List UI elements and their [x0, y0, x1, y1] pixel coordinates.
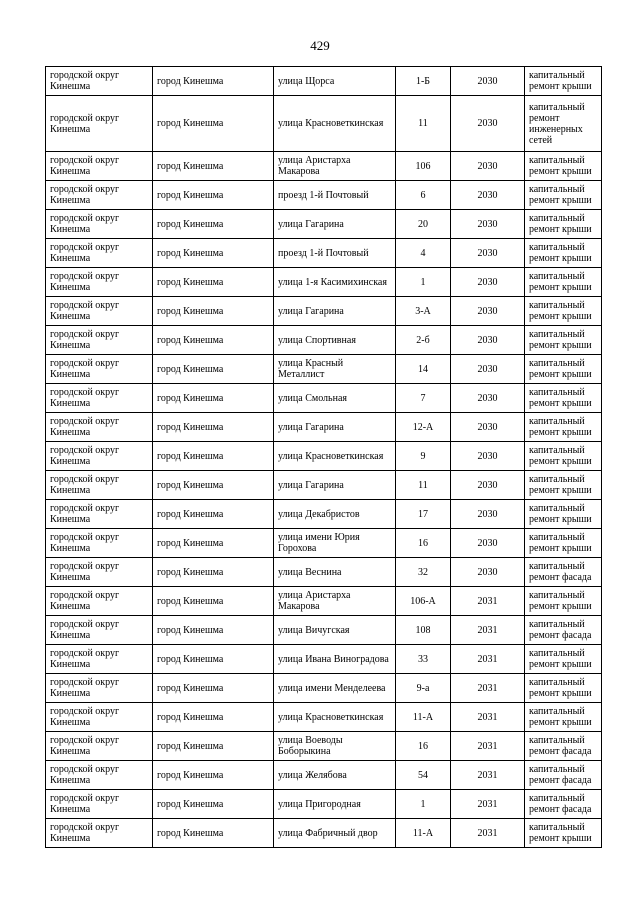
city-cell: город Кинешма [153, 67, 274, 96]
table-row [46, 297, 602, 326]
city-cell: город Кинешма [153, 761, 274, 790]
house-number-cell: 11 [396, 96, 451, 152]
table-row [46, 819, 602, 848]
year-cell: 2030 [451, 500, 525, 529]
street-cell: улица Желябова [274, 761, 396, 790]
city-cell: город Кинешма [153, 645, 274, 674]
city-cell: город Кинешма [153, 587, 274, 616]
house-number-cell: 108 [396, 616, 451, 645]
year-cell: 2030 [451, 181, 525, 210]
district-cell: городской округ Кинешма [46, 152, 153, 181]
house-number-cell: 20 [396, 210, 451, 239]
house-number-cell: 11-А [396, 819, 451, 848]
work-type-cell: капитальный ремонт крыши [525, 355, 602, 384]
work-type-cell: капитальный ремонт крыши [525, 819, 602, 848]
work-type-cell: капитальный ремонт инженерных сетей [525, 96, 602, 152]
table-row [46, 239, 602, 268]
city-cell: город Кинешма [153, 268, 274, 297]
table-row [46, 761, 602, 790]
table-row [46, 674, 602, 703]
work-type-cell: капитальный ремонт крыши [525, 703, 602, 732]
year-cell: 2030 [451, 529, 525, 558]
work-type-cell: капитальный ремонт фасада [525, 732, 602, 761]
year-cell: 2030 [451, 355, 525, 384]
street-cell: улица Аристарха Макарова [274, 587, 396, 616]
table-row [46, 500, 602, 529]
street-cell: улица Ивана Виноградова [274, 645, 396, 674]
street-cell: улица Веснина [274, 558, 396, 587]
street-cell: улица имени Менделеева [274, 674, 396, 703]
table-body [46, 67, 602, 848]
city-cell: город Кинешма [153, 674, 274, 703]
work-type-cell: капитальный ремонт крыши [525, 326, 602, 355]
street-cell: улица Спортивная [274, 326, 396, 355]
house-number-cell: 16 [396, 529, 451, 558]
street-cell: улица Воеводы Боборыкина [274, 732, 396, 761]
district-cell: городской округ Кинешма [46, 239, 153, 268]
table-row [46, 210, 602, 239]
district-cell: городской округ Кинешма [46, 732, 153, 761]
street-cell: улица Декабристов [274, 500, 396, 529]
year-cell: 2030 [451, 96, 525, 152]
city-cell: город Кинешма [153, 616, 274, 645]
city-cell: город Кинешма [153, 384, 274, 413]
house-number-cell: 1 [396, 268, 451, 297]
city-cell: город Кинешма [153, 413, 274, 442]
table-row [46, 268, 602, 297]
house-number-cell: 11 [396, 471, 451, 500]
district-cell: городской округ Кинешма [46, 326, 153, 355]
work-type-cell: капитальный ремонт крыши [525, 645, 602, 674]
street-cell: улица Смольная [274, 384, 396, 413]
year-cell: 2030 [451, 384, 525, 413]
house-number-cell: 54 [396, 761, 451, 790]
city-cell: город Кинешма [153, 181, 274, 210]
house-number-cell: 3-А [396, 297, 451, 326]
house-number-cell: 16 [396, 732, 451, 761]
work-type-cell: капитальный ремонт фасада [525, 761, 602, 790]
house-number-cell: 7 [396, 384, 451, 413]
house-number-cell: 32 [396, 558, 451, 587]
work-type-cell: капитальный ремонт крыши [525, 210, 602, 239]
work-type-cell: капитальный ремонт крыши [525, 181, 602, 210]
street-cell: улица Красноветкинская [274, 96, 396, 152]
year-cell: 2030 [451, 152, 525, 181]
house-number-cell: 33 [396, 645, 451, 674]
year-cell: 2031 [451, 587, 525, 616]
table-row [46, 703, 602, 732]
year-cell: 2031 [451, 674, 525, 703]
city-cell: город Кинешма [153, 790, 274, 819]
house-number-cell: 9 [396, 442, 451, 471]
work-type-cell: капитальный ремонт крыши [525, 529, 602, 558]
street-cell: улица Гагарина [274, 297, 396, 326]
repair-schedule-table [45, 66, 602, 848]
district-cell: городской округ Кинешма [46, 616, 153, 645]
street-cell: улица Красноветкинская [274, 442, 396, 471]
street-cell: улица Вичугская [274, 616, 396, 645]
house-number-cell: 2-б [396, 326, 451, 355]
district-cell: городской округ Кинешма [46, 790, 153, 819]
district-cell: городской округ Кинешма [46, 500, 153, 529]
district-cell: городской округ Кинешма [46, 413, 153, 442]
city-cell: город Кинешма [153, 471, 274, 500]
table-row [46, 616, 602, 645]
year-cell: 2030 [451, 210, 525, 239]
district-cell: городской округ Кинешма [46, 674, 153, 703]
district-cell: городской округ Кинешма [46, 471, 153, 500]
city-cell: город Кинешма [153, 326, 274, 355]
district-cell: городской округ Кинешма [46, 67, 153, 96]
year-cell: 2031 [451, 616, 525, 645]
district-cell: городской округ Кинешма [46, 297, 153, 326]
year-cell: 2030 [451, 442, 525, 471]
table-row [46, 732, 602, 761]
table-row [46, 67, 602, 96]
work-type-cell: капитальный ремонт крыши [525, 674, 602, 703]
work-type-cell: капитальный ремонт крыши [525, 500, 602, 529]
street-cell: улица Гагарина [274, 413, 396, 442]
table-row [46, 96, 602, 152]
district-cell: городской округ Кинешма [46, 268, 153, 297]
house-number-cell: 14 [396, 355, 451, 384]
work-type-cell: капитальный ремонт крыши [525, 268, 602, 297]
year-cell: 2031 [451, 703, 525, 732]
city-cell: город Кинешма [153, 210, 274, 239]
street-cell: улица Аристарха Макарова [274, 152, 396, 181]
year-cell: 2030 [451, 413, 525, 442]
year-cell: 2030 [451, 67, 525, 96]
city-cell: город Кинешма [153, 558, 274, 587]
street-cell: улица Пригородная [274, 790, 396, 819]
house-number-cell: 11-А [396, 703, 451, 732]
district-cell: городской округ Кинешма [46, 703, 153, 732]
city-cell: город Кинешма [153, 152, 274, 181]
year-cell: 2030 [451, 326, 525, 355]
district-cell: городской округ Кинешма [46, 761, 153, 790]
city-cell: город Кинешма [153, 703, 274, 732]
city-cell: город Кинешма [153, 819, 274, 848]
year-cell: 2030 [451, 239, 525, 268]
street-cell: улица Красноветкинская [274, 703, 396, 732]
work-type-cell: капитальный ремонт крыши [525, 67, 602, 96]
table-row [46, 558, 602, 587]
table-row [46, 587, 602, 616]
city-cell: город Кинешма [153, 442, 274, 471]
table-row [46, 471, 602, 500]
work-type-cell: капитальный ремонт крыши [525, 587, 602, 616]
city-cell: город Кинешма [153, 500, 274, 529]
district-cell: городской округ Кинешма [46, 645, 153, 674]
year-cell: 2030 [451, 268, 525, 297]
work-type-cell: капитальный ремонт фасада [525, 616, 602, 645]
district-cell: городской округ Кинешма [46, 96, 153, 152]
city-cell: город Кинешма [153, 96, 274, 152]
table-row [46, 181, 602, 210]
street-cell: улица Фабричный двор [274, 819, 396, 848]
street-cell: улица Щорса [274, 67, 396, 96]
house-number-cell: 4 [396, 239, 451, 268]
street-cell: проезд 1-й Почтовый [274, 239, 396, 268]
table-row [46, 384, 602, 413]
house-number-cell: 6 [396, 181, 451, 210]
house-number-cell: 9-а [396, 674, 451, 703]
district-cell: городской округ Кинешма [46, 355, 153, 384]
district-cell: городской округ Кинешма [46, 181, 153, 210]
work-type-cell: капитальный ремонт крыши [525, 442, 602, 471]
year-cell: 2031 [451, 761, 525, 790]
year-cell: 2031 [451, 790, 525, 819]
city-cell: город Кинешма [153, 732, 274, 761]
street-cell: улица имени Юрия Горохова [274, 529, 396, 558]
city-cell: город Кинешма [153, 297, 274, 326]
work-type-cell: капитальный ремонт фасада [525, 558, 602, 587]
street-cell: улица 1-я Касимихинская [274, 268, 396, 297]
district-cell: городской округ Кинешма [46, 819, 153, 848]
year-cell: 2031 [451, 819, 525, 848]
house-number-cell: 17 [396, 500, 451, 529]
district-cell: городской округ Кинешма [46, 587, 153, 616]
year-cell: 2031 [451, 732, 525, 761]
year-cell: 2030 [451, 471, 525, 500]
street-cell: проезд 1-й Почтовый [274, 181, 396, 210]
street-cell: улица Гагарина [274, 210, 396, 239]
district-cell: городской округ Кинешма [46, 529, 153, 558]
city-cell: город Кинешма [153, 355, 274, 384]
work-type-cell: капитальный ремонт крыши [525, 297, 602, 326]
district-cell: городской округ Кинешма [46, 442, 153, 471]
table-row [46, 355, 602, 384]
year-cell: 2031 [451, 645, 525, 674]
table-row [46, 326, 602, 355]
year-cell: 2030 [451, 297, 525, 326]
house-number-cell: 1 [396, 790, 451, 819]
work-type-cell: капитальный ремонт крыши [525, 152, 602, 181]
table-row [46, 790, 602, 819]
work-type-cell: капитальный ремонт крыши [525, 471, 602, 500]
work-type-cell: капитальный ремонт крыши [525, 239, 602, 268]
work-type-cell: капитальный ремонт крыши [525, 413, 602, 442]
year-cell: 2030 [451, 558, 525, 587]
street-cell: улица Гагарина [274, 471, 396, 500]
street-cell: улица Красный Металлист [274, 355, 396, 384]
table-row [46, 645, 602, 674]
city-cell: город Кинешма [153, 529, 274, 558]
city-cell: город Кинешма [153, 239, 274, 268]
page-number: 429 [310, 38, 330, 53]
house-number-cell: 106-А [396, 587, 451, 616]
house-number-cell: 12-А [396, 413, 451, 442]
work-type-cell: капитальный ремонт крыши [525, 384, 602, 413]
table-row [46, 413, 602, 442]
table-row [46, 529, 602, 558]
table-row [46, 152, 602, 181]
table-row [46, 442, 602, 471]
work-type-cell: капитальный ремонт фасада [525, 790, 602, 819]
house-number-cell: 106 [396, 152, 451, 181]
district-cell: городской округ Кинешма [46, 558, 153, 587]
house-number-cell: 1-Б [396, 67, 451, 96]
district-cell: городской округ Кинешма [46, 384, 153, 413]
district-cell: городской округ Кинешма [46, 210, 153, 239]
